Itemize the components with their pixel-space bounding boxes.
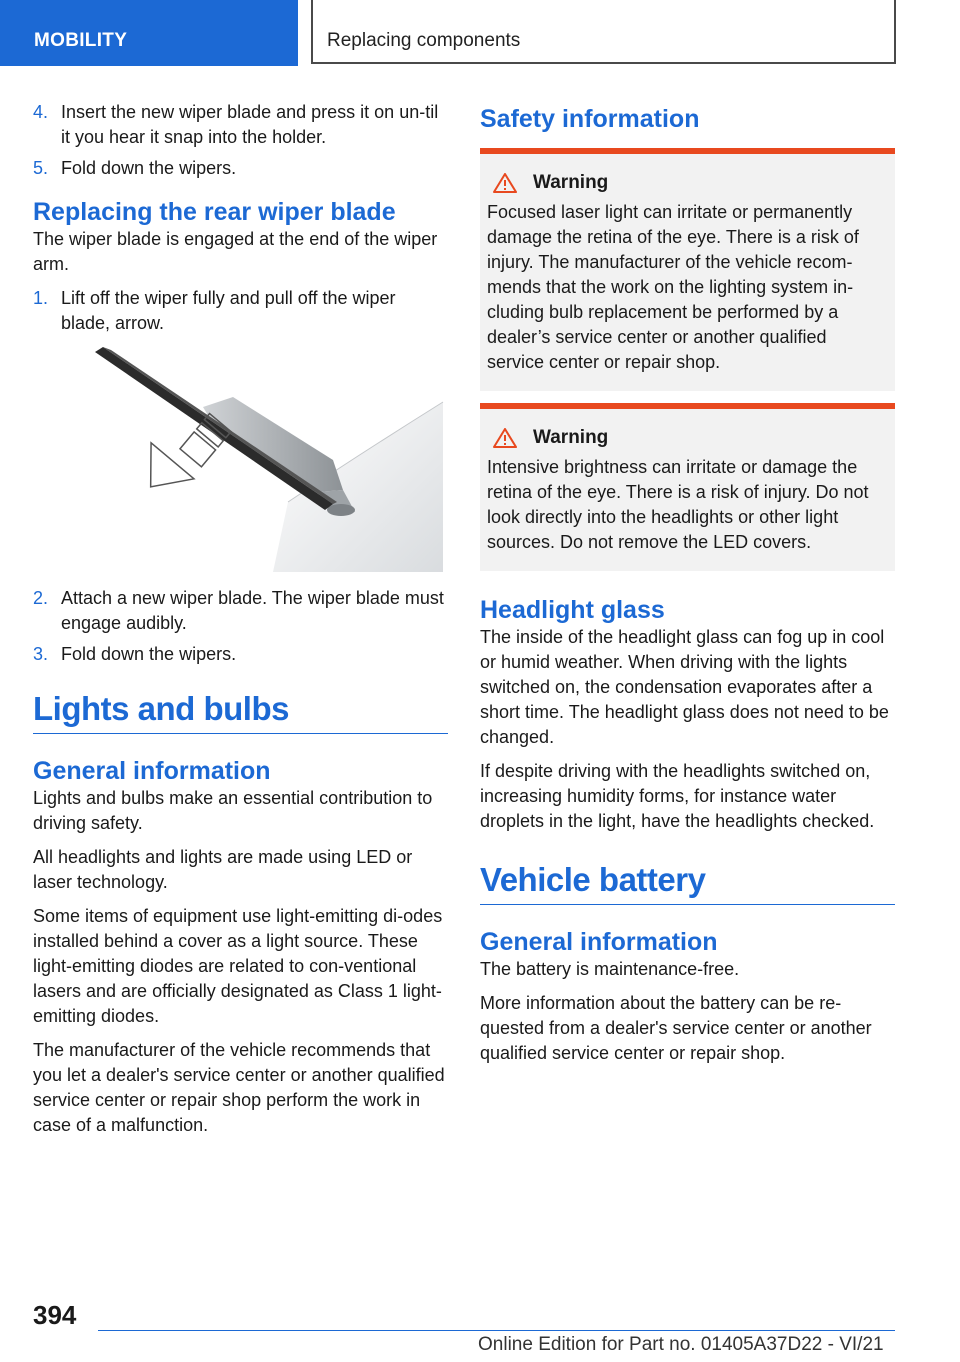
- step-number: 2.: [33, 588, 49, 608]
- section-tab: MOBILITY: [0, 0, 298, 66]
- warning-triangle-icon: [493, 173, 517, 193]
- warning-title: Warning: [533, 427, 609, 448]
- rear-wiper-intro: The wiper blade is engaged at the end of the wiper arm.: [33, 229, 438, 274]
- vehicle-battery-heading: Vehicle battery: [480, 861, 706, 898]
- rear-wiper-heading: Replacing the rear wiper blade: [33, 198, 396, 226]
- paragraph: If despite driving with the headlights switched on, increasing humidity forms, for instance water droplets in the light, have the headlights checked.: [480, 761, 875, 831]
- list-item: [33, 156, 448, 181]
- paragraph: More information about the battery can be re-quested from a dealer's service center or another qualified service center or repair shop.: [480, 993, 872, 1063]
- step-text: Lift off the wiper fully and pull off the wiper blade, arrow.: [61, 288, 396, 333]
- paragraph: The manufacturer of the vehicle recommends that you let a dealer's service center or another qualified service center or repair shop perform the work in case of a malfunction.: [33, 1040, 445, 1135]
- headlight-glass-heading: Headlight glass: [480, 596, 665, 624]
- left-column: [33, 100, 448, 1147]
- safety-heading: Safety information: [480, 105, 700, 133]
- page-header: [0, 0, 960, 66]
- step-text: Attach a new wiper blade. The wiper blade must engage audibly.: [61, 588, 444, 633]
- step-text: Insert the new wiper blade and press it on un-til it you hear it snap into the holder.: [61, 102, 439, 147]
- paragraph: Some items of equipment use light-emitting di-odes installed behind a cover as a light source. These light-emitting diodes are related to con-ventional lasers and are officially designated as Class 1 light-emitting diodes.: [33, 906, 443, 1026]
- chapter-tab: Replacing components: [311, 0, 896, 64]
- step-text: Fold down the wipers.: [61, 644, 237, 664]
- warning-header: [487, 172, 887, 194]
- warning-triangle-icon: [493, 428, 517, 448]
- footer-divider: [98, 1330, 895, 1331]
- general-info-heading: General information: [33, 757, 271, 785]
- paragraph: The inside of the headlight glass can fog up in cool or humid weather. When driving with the lights switched on, the condensation evaporates after a short time. The headlight glass does not need to be changed.: [480, 627, 889, 747]
- step-number: 4.: [33, 102, 49, 122]
- page-number: 394: [33, 1300, 77, 1330]
- list-item: [33, 586, 448, 636]
- list-item: [33, 286, 448, 336]
- lights-heading: Lights and bulbs: [33, 690, 289, 727]
- paragraph: Lights and bulbs make an essential contribution to driving safety.: [33, 788, 433, 833]
- right-column: [480, 104, 895, 1075]
- step-number: 1.: [33, 288, 49, 308]
- wiper-illustration: [33, 342, 448, 572]
- list-item: [33, 100, 448, 150]
- paragraph: All headlights and lights are made using LED or laser technology.: [33, 847, 413, 892]
- lights-heading-block: [33, 689, 448, 734]
- step-number: 3.: [33, 644, 49, 664]
- general-info-heading: General information: [480, 928, 718, 956]
- warning-text: Intensive brightness can irritate or damage the retina of the eye. There is a risk of injury. Do not look directly into the headlights or other light sources. Do not remove the LED covers.: [487, 457, 869, 552]
- warning-text: Focused laser light can irritate or permanently damage the retina of the eye. There is a risk of injury. The manufacturer of the vehicle recom-mends that the work on the lighting system in-cluding bulb replacement be performed by a dealer’s service center or another qualified service center or repair shop.: [487, 202, 859, 372]
- step-text: Fold down the wipers.: [61, 158, 237, 178]
- list-item: [33, 642, 448, 667]
- step-number: 5.: [33, 158, 49, 178]
- edition-note: Online Edition for Part no. 01405A37D22 - VI/21: [478, 1334, 884, 1355]
- paragraph: The battery is maintenance-free.: [480, 959, 740, 979]
- battery-heading-block: [480, 860, 895, 905]
- warning-title: Warning: [533, 172, 609, 193]
- warning-header: [487, 427, 887, 449]
- warning-box: [480, 148, 895, 391]
- warning-box: [480, 403, 895, 571]
